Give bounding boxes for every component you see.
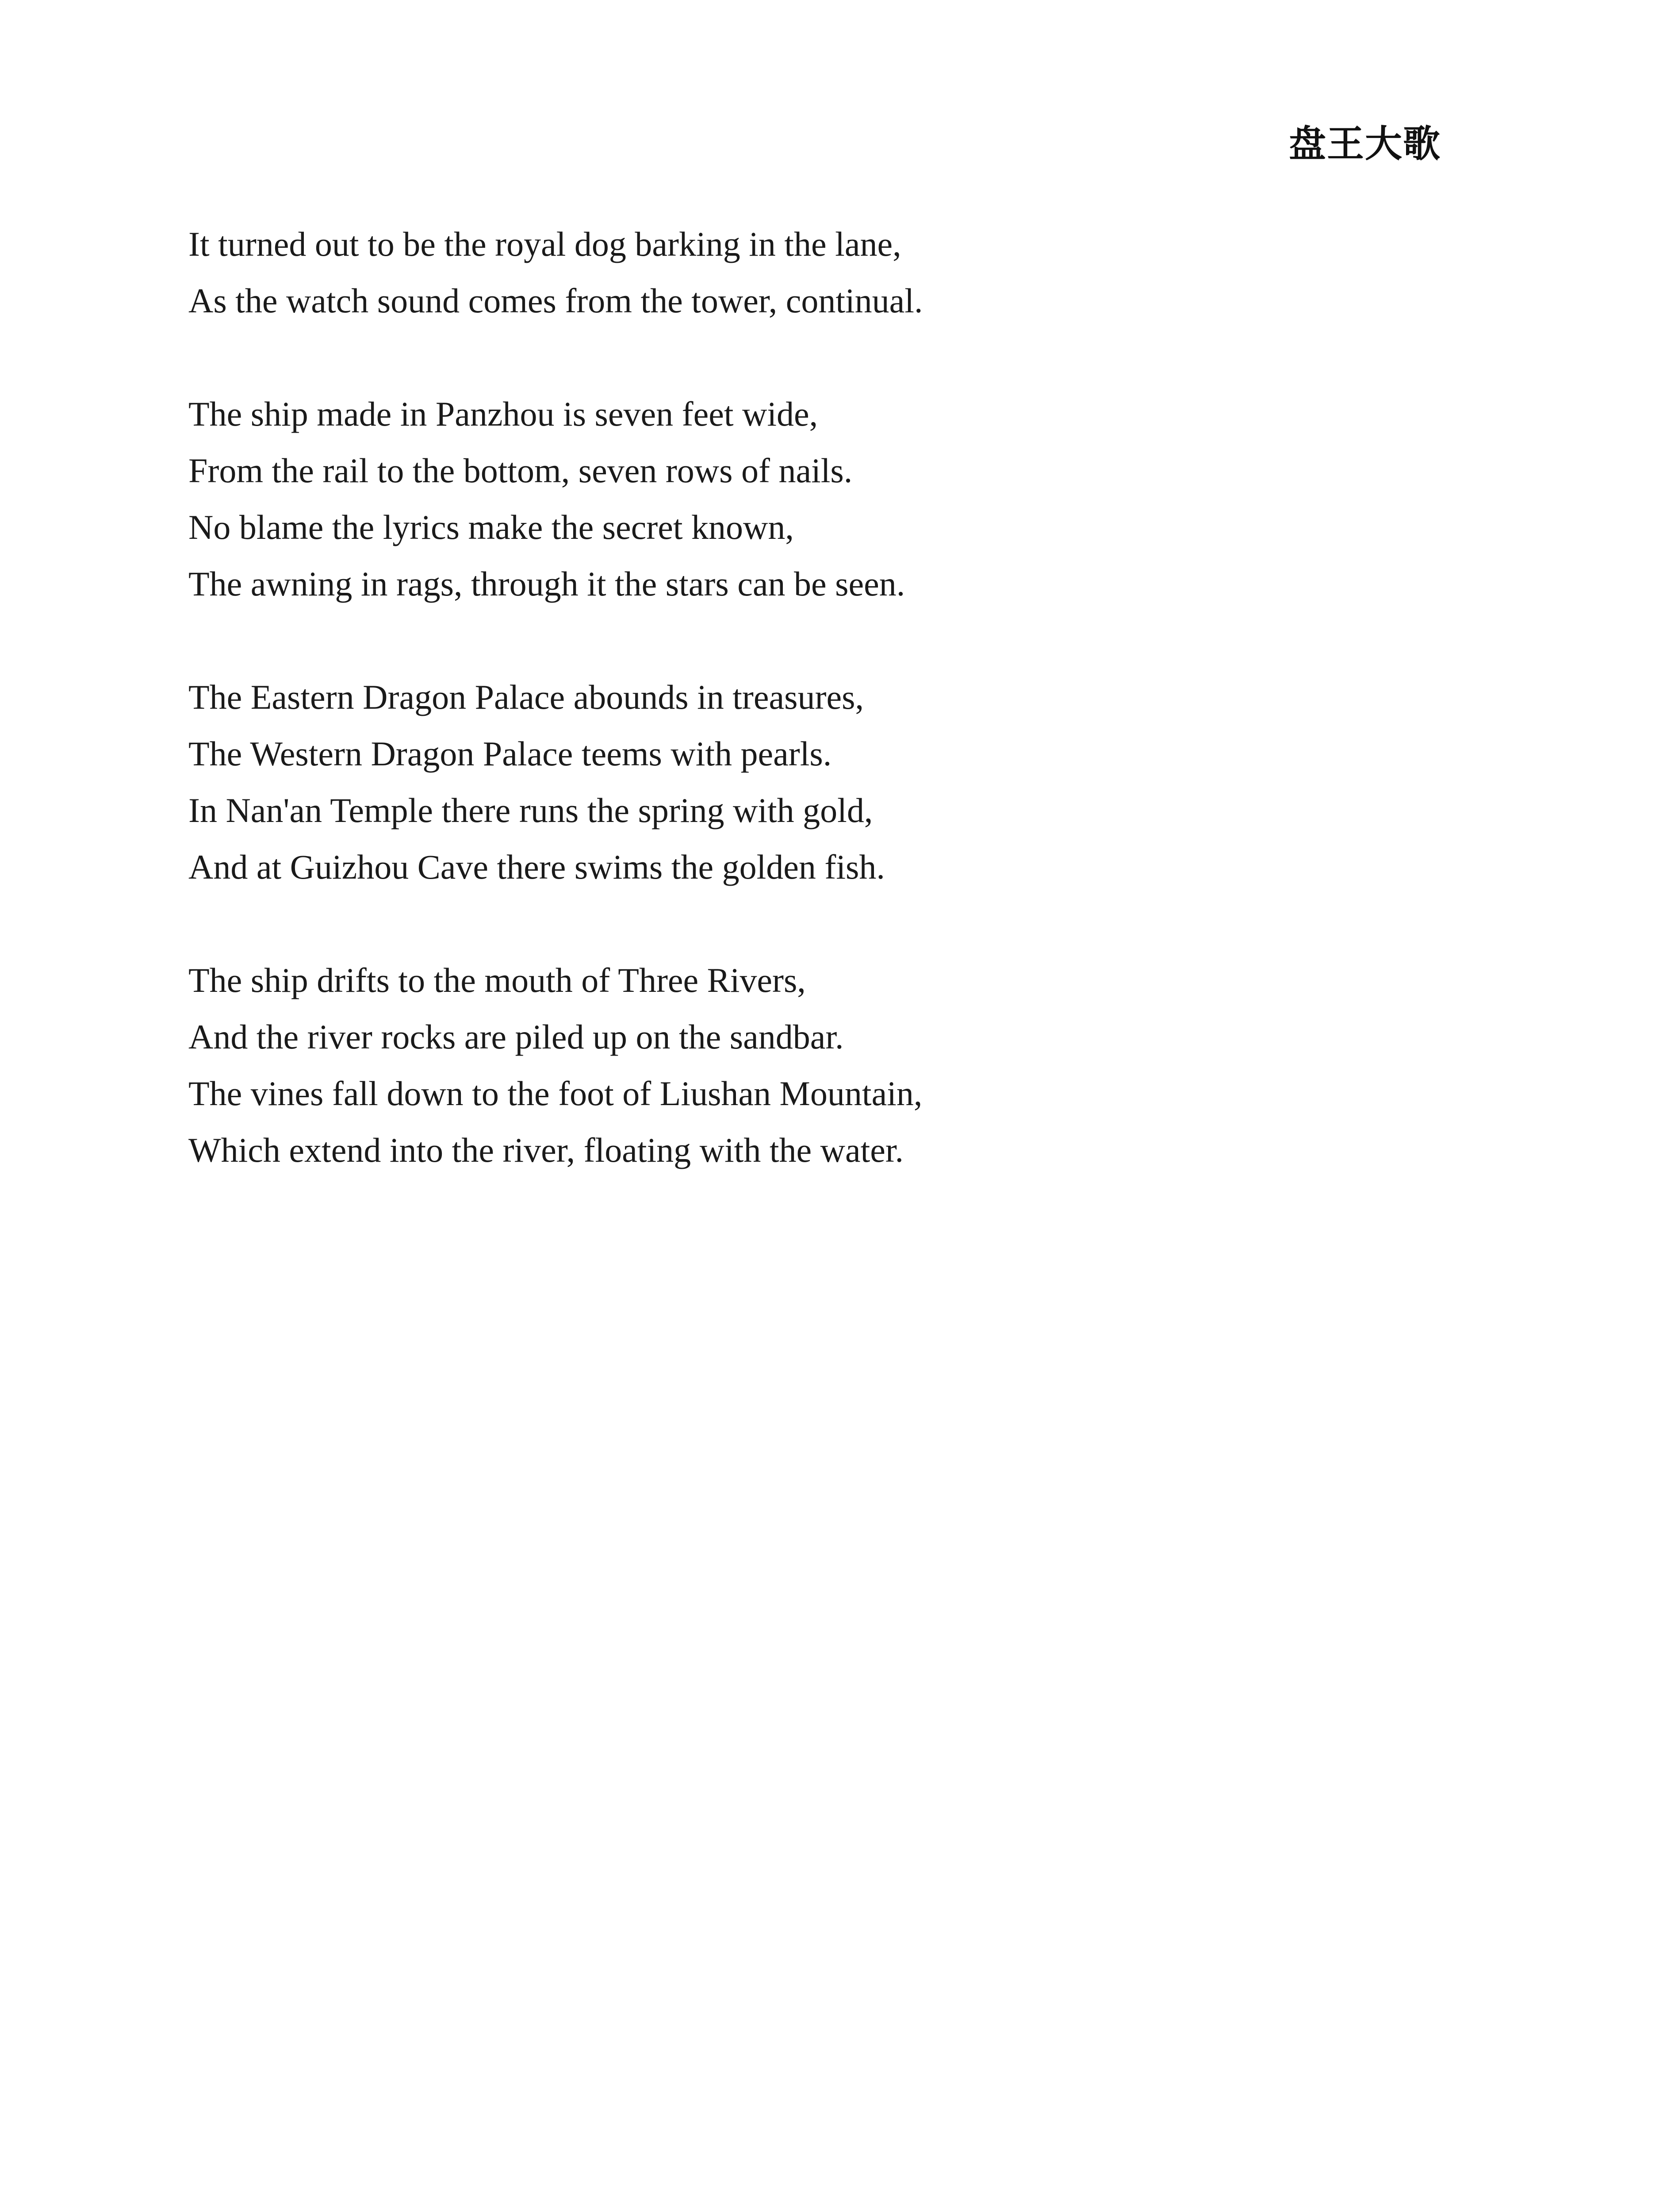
stanza-4 [188,952,1338,1179]
poem-line: The awning in rags, through it the stars can be seen. [188,565,905,603]
poem-line: Which extend into the river, floating with the water. [188,1131,904,1169]
poem-line: From the rail to the bottom, seven rows of nails. [188,451,853,490]
poem-line: The Western Dragon Palace teems with pearls. [188,734,832,773]
stanza-1 [188,216,1338,329]
poem-line: The Eastern Dragon Palace abounds in treasures, [188,678,864,716]
poem-line: No blame the lyrics make the secret known, [188,508,794,546]
running-header-title: 盘王大歌 [1288,122,1441,165]
poem-line: As the watch sound comes from the tower, continual. [188,281,923,320]
poem-line: The ship drifts to the mouth of Three Rivers, [188,961,806,999]
poem-line: And the river rocks are piled up on the sandbar. [188,1018,844,1056]
stanza-3 [188,669,1338,895]
stanza-2 [188,386,1338,612]
poem-line: It turned out to be the royal dog barking in the lane, [188,225,901,263]
poem-line: And at Guizhou Cave there swims the golden fish. [188,848,885,886]
poem-body [188,216,1338,1235]
poem-line: The vines fall down to the foot of Liushan Mountain, [188,1074,923,1113]
poem-line: The ship made in Panzhou is seven feet wide, [188,395,818,433]
poem-line: In Nan'an Temple there runs the spring with gold, [188,791,873,830]
